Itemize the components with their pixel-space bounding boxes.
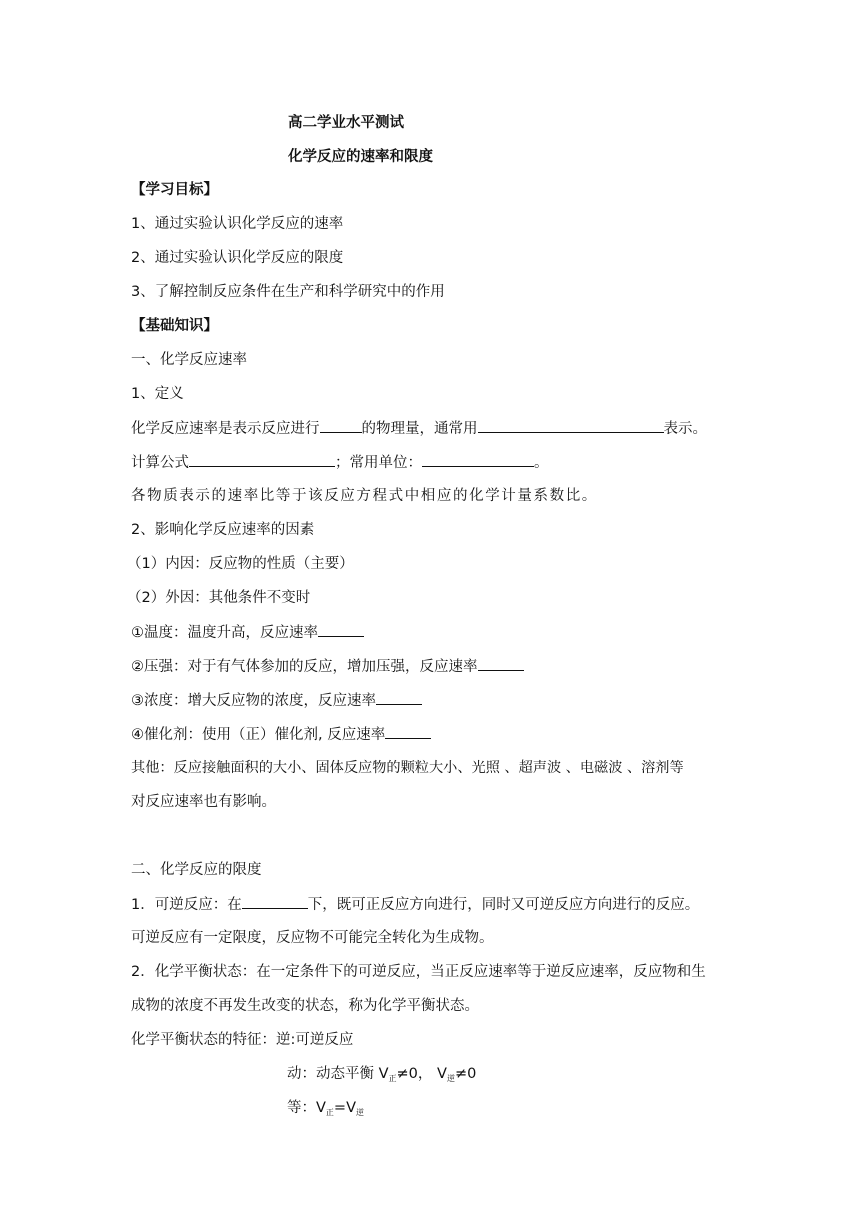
- fill-blank[interactable]: [478, 656, 524, 671]
- equal-feature: [287, 1098, 364, 1123]
- definition-text-c: 表示。: [663, 421, 707, 437]
- section-heading: 二、化学反应的限度: [131, 862, 262, 878]
- section-heading: 一、化学反应速率: [131, 352, 247, 368]
- equal-text-b: =V: [333, 1100, 356, 1116]
- concentration-text: ③浓度：增大反应物的浓度，反应速率: [131, 693, 376, 709]
- formula-text-a: 计算公式: [131, 455, 189, 471]
- reversible-text-a: 1．可逆反应：在: [131, 897, 242, 913]
- fill-blank[interactable]: [318, 622, 364, 637]
- basics-heading: 【基础知识】: [131, 318, 218, 334]
- features-line: 化学平衡状态的特征：逆:可逆反应: [131, 1032, 354, 1048]
- concentration-line: [131, 690, 422, 711]
- catalyst-line: [131, 724, 431, 745]
- forward-subscript: 正: [325, 1108, 334, 1117]
- fill-blank[interactable]: [422, 452, 534, 467]
- definition-line: [131, 418, 707, 439]
- dynamic-text-a: 动：动态平衡 V: [287, 1066, 389, 1082]
- fill-blank[interactable]: [385, 724, 431, 739]
- goal-item: 3、了解控制反应条件在生产和科学研究中的作用: [131, 284, 445, 300]
- equal-text-a: 等：V: [287, 1100, 326, 1116]
- formula-text-b: ；常用单位：: [335, 455, 422, 471]
- fill-blank[interactable]: [478, 418, 664, 433]
- internal-factor: （1）内因：反应物的性质（主要）: [127, 556, 354, 572]
- definition-text-a: 化学反应速率是表示反应进行: [131, 421, 320, 437]
- temperature-line: [131, 622, 364, 643]
- reverse-subscript: 逆: [356, 1108, 364, 1117]
- reverse-subscript: 逆: [446, 1074, 455, 1083]
- temperature-text: ①温度：温度升高，反应速率: [131, 625, 318, 641]
- catalyst-text: ④催化剂：使用（正）催化剂, 反应速率: [131, 727, 386, 743]
- pressure-line: [131, 656, 524, 677]
- reversible-note: 可逆反应有一定限度，反应物不可能完全转化为生成物。: [131, 930, 494, 946]
- goals-heading: 【学习目标】: [131, 182, 218, 198]
- document-subtitle: 化学反应的速率和限度: [288, 149, 433, 165]
- pressure-text: ②压强：对于有气体参加的反应，增加压强，反应速率: [131, 659, 478, 675]
- ratio-line: 各物质表示的速率比等于该反应方程式中相应的化学计量系数比。: [131, 488, 598, 504]
- document-title: 高二学业水平测试: [288, 115, 404, 131]
- subsection-heading: 2、影响化学反应速率的因素: [131, 522, 315, 538]
- other-factors-line: 其他：反应接触面积的大小、固体反应物的颗粒大小、光照 、超声波 、电磁波 、溶剂等: [131, 760, 684, 776]
- formula-text-c: 。: [534, 455, 549, 471]
- subsection-heading: 1、定义: [131, 386, 184, 402]
- reversible-text-b: 下，既可正反应方向进行，同时又可逆反应方向进行的反应。: [307, 897, 700, 913]
- equilibrium-line: 2．化学平衡状态：在一定条件下的可逆反应，当正反应速率等于逆反应速率，反应物和生: [131, 964, 706, 980]
- goal-item: 1、通过实验认识化学反应的速率: [131, 216, 344, 232]
- reversible-line: [131, 894, 699, 915]
- external-factor: （2）外因：其他条件不变时: [127, 590, 311, 606]
- dynamic-text-b: ≠0， V: [396, 1066, 447, 1082]
- fill-blank[interactable]: [376, 690, 422, 705]
- fill-blank[interactable]: [320, 418, 362, 433]
- fill-blank[interactable]: [189, 452, 335, 467]
- fill-blank[interactable]: [242, 894, 308, 909]
- dynamic-text-c: ≠0: [454, 1066, 477, 1082]
- equilibrium-line: 成物的浓度不再发生改变的状态，称为化学平衡状态。: [131, 998, 479, 1014]
- dynamic-feature: [287, 1064, 476, 1089]
- other-factors-line: 对反应速率也有影响。: [131, 794, 276, 810]
- definition-text-b: 的物理量，通常用: [361, 421, 478, 437]
- formula-line: [131, 452, 549, 473]
- goal-item: 2、通过实验认识化学反应的限度: [131, 250, 344, 266]
- forward-subscript: 正: [388, 1074, 397, 1083]
